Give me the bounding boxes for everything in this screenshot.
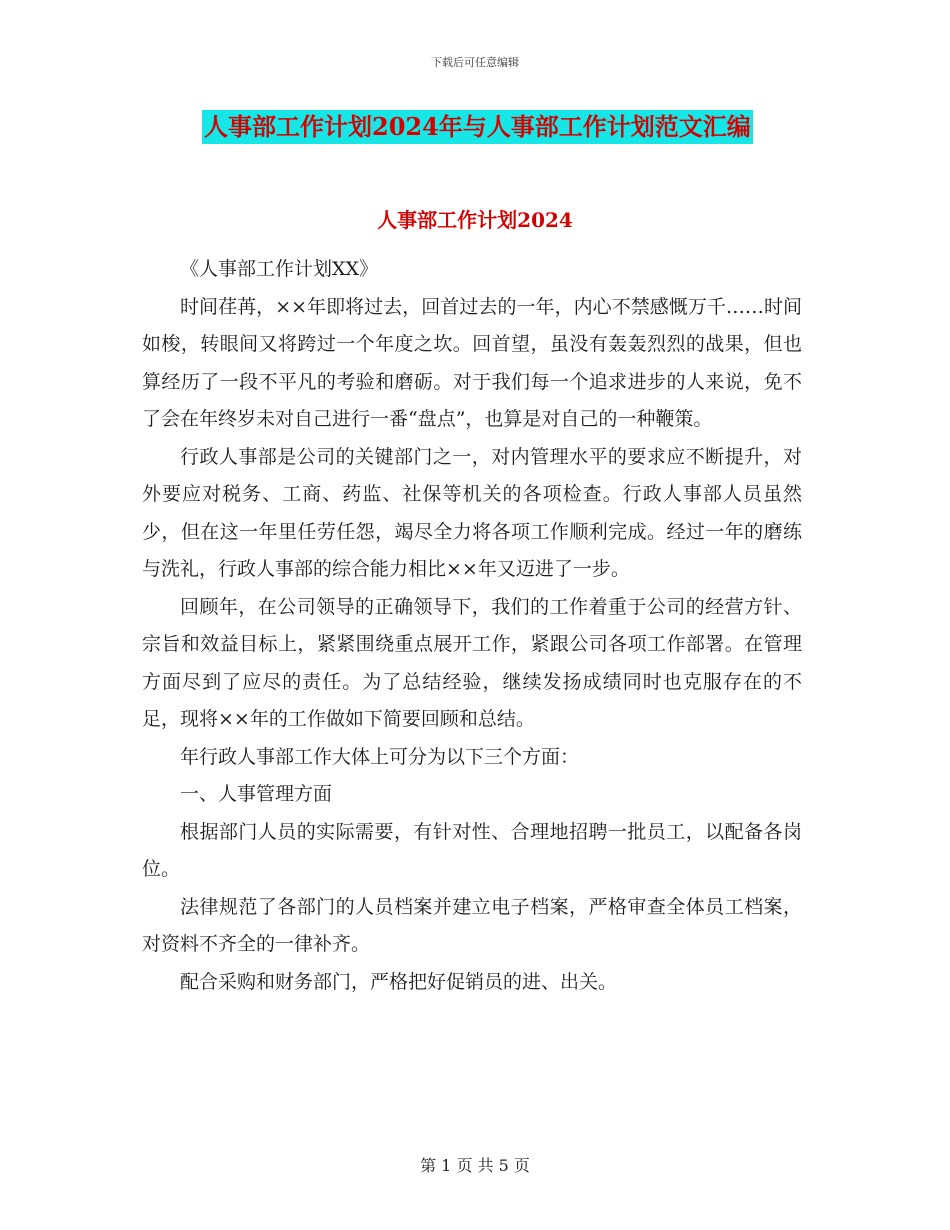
paragraph: 行政人事部是公司的关键部门之一，对内管理水平的要求应不断提升，对外要应对税务、工商、药监、社保等机关的各项检查。行政人事部人员虽然少，但在这一年里任劳任怨，竭尽全力将各项工作顺利完成。经过一年的磨练与洗礼，行政人事部的综合能力相比××年又迈进了一步。 (142, 445, 802, 580)
paragraph: 年行政人事部工作大体上可分为以下三个方面： (180, 745, 580, 768)
section-title: 人事部工作计划2024 (377, 208, 573, 232)
document-title: 人事部工作计划2024年与人事部工作计划范文汇编 (202, 110, 753, 144)
document-body (142, 251, 802, 1001)
paragraph: 回顾年，在公司领导的正确领导下，我们的工作着重于公司的经营方针、宗旨和效益目标上，紧紧围绕重点展开工作，紧跟公司各项工作部署。在管理方面尽到了应尽的责任。为了总结经验，继续发扬成绩同时也克服存在的不足，现将××年的工作做如下简要回顾和总结。 (142, 595, 802, 730)
paragraph-book-title: 《人事部工作计划XX》 (180, 258, 379, 280)
paragraph: 法律规范了各部门的人员档案并建立电子档案，严格审查全体员工档案，对资料不齐全的一律补齐。 (142, 895, 802, 955)
paragraph: 配合采购和财务部门，严格把好促销员的进、出关。 (180, 970, 618, 993)
page-footer: 第 1 页 共 5 页 (420, 1156, 530, 1175)
subheading: 一、人事管理方面 (180, 783, 333, 805)
paragraph: 根据部门人员的实际需要，有针对性、合理地招聘一批员工，以配备各岗位。 (142, 820, 802, 880)
header-note: 下载后可任意编辑 (431, 56, 519, 69)
paragraph: 时间荏苒，××年即将过去，回首过去的一年，内心不禁感慨万千……时间如梭，转眼间又将跨过一个年度之坎。回首望，虽没有轰轰烈烈的战果，但也算经历了一段不平凡的考验和磨砺。对于我们每一个追求进步的人来说，免不了会在年终岁未对自己进行一番“盘点”，也算是对自己的一种鞭策。 (142, 295, 802, 430)
